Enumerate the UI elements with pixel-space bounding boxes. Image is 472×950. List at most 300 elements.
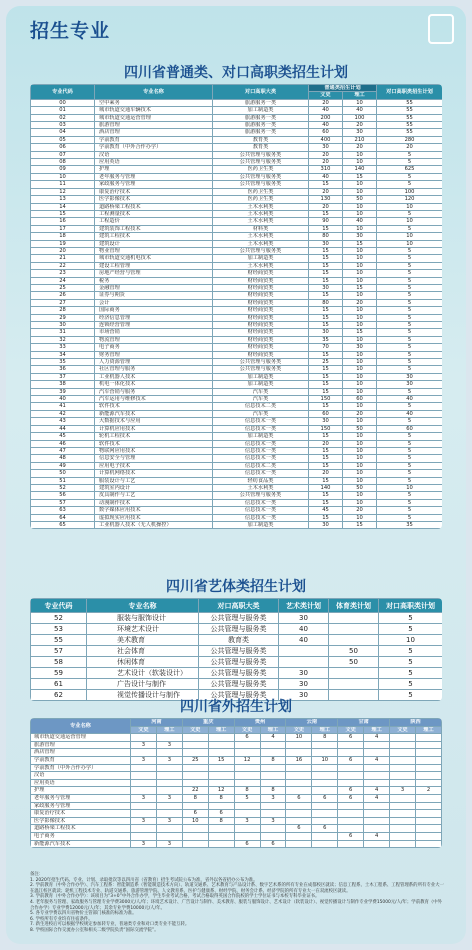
cell-count: 15 (208, 756, 234, 764)
cell-duikou: 55 (377, 122, 442, 129)
cell-name: 建筑室内设计 (95, 484, 213, 491)
table-row (31, 396, 443, 403)
cell-category: 土木水利类 (213, 218, 309, 225)
cell-name: 视觉传播设计与制作 (87, 690, 199, 701)
note-line: 6. 学校所有专业均有住宿条件。 (30, 916, 93, 922)
cell-count (415, 741, 441, 749)
table-row (31, 440, 443, 447)
table-row (31, 99, 443, 106)
out-col-province: 重庆 (182, 719, 234, 727)
cell-count: 10 (286, 734, 312, 742)
cell-count: 6 (234, 840, 260, 848)
cell-category: 信息技术一类 (213, 447, 309, 454)
out-col-wen: 文史 (234, 726, 260, 734)
cell-code: 45 (31, 433, 95, 440)
cell-name: 工程测量技术 (95, 210, 213, 217)
cell-li: 10 (343, 440, 377, 447)
cell-count (131, 749, 157, 757)
cell-wen: 25 (309, 359, 343, 366)
table-row (31, 756, 442, 764)
cell-code: 13 (31, 196, 95, 203)
table-row (31, 225, 443, 232)
cell-category: 土木水利类 (213, 210, 309, 217)
cell-li: 15 (343, 284, 377, 291)
page-title: 招生专业 (30, 20, 111, 42)
cell-count: 12 (234, 756, 260, 764)
cell-wen: 60 (309, 410, 343, 417)
cell-category: 旅游服务一类 (213, 114, 309, 121)
cell-major: 家政服务与管理 (31, 802, 131, 810)
cell-count: 25 (182, 756, 208, 764)
cell-count: 6 (208, 810, 234, 818)
table-row (31, 107, 443, 114)
table-row (31, 840, 442, 848)
cell-li: 10 (343, 470, 377, 477)
cell-name: 家政服务与管理 (95, 181, 213, 188)
cell-count (338, 825, 364, 833)
cell-code: 36 (31, 366, 95, 373)
cell-li: 10 (343, 403, 377, 410)
cell-name: 经济信息管理 (95, 314, 213, 321)
out-col-li: 理工 (415, 726, 441, 734)
cell-art (279, 657, 329, 668)
cell-count (390, 825, 416, 833)
cell-category: 信息技术一类 (213, 514, 309, 521)
cell-li: 10 (343, 270, 377, 277)
cell-wen: 400 (309, 136, 343, 143)
cell-duikou: 5 (377, 151, 442, 158)
cell-category: 公共管理与服务类 (213, 173, 309, 180)
cell-code: 24 (31, 277, 95, 284)
out-col-wen: 文史 (286, 726, 312, 734)
cell-name: 会计 (95, 299, 213, 306)
cell-count (156, 749, 182, 757)
cell-name: 轮机工程技术 (95, 433, 213, 440)
cell-count: 3 (260, 794, 286, 802)
table-row (31, 210, 443, 217)
cell-count (156, 832, 182, 840)
cell-duikou: 5 (377, 477, 442, 484)
table-row (31, 373, 443, 380)
cell-duikou: 10 (379, 635, 443, 646)
table-row (31, 734, 442, 742)
cell-category: 加工制造类 (213, 255, 309, 262)
table-row (31, 403, 443, 410)
cell-li: 10 (343, 373, 377, 380)
cell-major: 酒店管理 (31, 749, 131, 757)
cell-duikou: 55 (377, 129, 442, 136)
cell-duikou: 5 (377, 359, 442, 366)
cell-duikou: 5 (377, 314, 442, 321)
cell-wen: 70 (309, 344, 343, 351)
cell-count (286, 817, 312, 825)
cell-code: 17 (31, 225, 95, 232)
cell-count (364, 802, 390, 810)
col-category: 对口高职大类 (213, 85, 309, 100)
cell-wen: 15 (309, 255, 343, 262)
cell-count (312, 832, 338, 840)
cell-duikou: 55 (377, 99, 442, 106)
cell-sport (329, 679, 379, 690)
notes-label: 备注： (30, 872, 44, 877)
cell-category: 旅游服务一类 (213, 122, 309, 129)
cell-li: 15 (343, 173, 377, 180)
art-col-name: 专业名称 (87, 599, 199, 613)
cell-count (390, 817, 416, 825)
cell-li: 10 (343, 159, 377, 166)
cell-count: 3 (156, 817, 182, 825)
cell-duikou: 55 (377, 107, 442, 114)
cell-sport (329, 613, 379, 624)
cell-count (312, 741, 338, 749)
table-row (31, 749, 442, 757)
cell-duikou: 5 (377, 455, 442, 462)
note-line: 3. 学前教育（中外合作办学）：该项目为“3+0”中外合作办学，学生毕业考试合格，考试合格取得英国合作院校的学士学位证书与本校专科毕业证书。 (30, 894, 320, 900)
cell-count (415, 802, 441, 810)
cell-code: 27 (31, 299, 95, 306)
cell-duikou: 5 (379, 657, 443, 668)
table-row (31, 329, 443, 336)
table-row (31, 679, 443, 690)
art-col-sport: 体育类计划 (329, 599, 379, 613)
cell-count (286, 840, 312, 848)
cell-wen: 15 (309, 514, 343, 521)
cell-li: 10 (343, 151, 377, 158)
table-row (31, 646, 443, 657)
cell-count (390, 832, 416, 840)
cell-count (260, 749, 286, 757)
out-col-wen: 文史 (338, 726, 364, 734)
table-row (31, 817, 442, 825)
cell-name: 休闲体育 (87, 657, 199, 668)
cell-li: 10 (343, 359, 377, 366)
cell-count (415, 734, 441, 742)
cell-name: 税务 (95, 277, 213, 284)
cell-count (182, 832, 208, 840)
cell-count (364, 840, 390, 848)
table-row (31, 307, 443, 314)
cell-category: 教育类 (199, 635, 279, 646)
cell-count (260, 810, 286, 818)
cell-category: 加工制造类 (213, 433, 309, 440)
cell-li: 10 (343, 492, 377, 499)
cell-count (208, 764, 234, 772)
cell-count (260, 802, 286, 810)
cell-category: 材料类 (213, 225, 309, 232)
cell-count (312, 810, 338, 818)
cell-category: 汽车类 (213, 396, 309, 403)
cell-duikou: 5 (377, 299, 442, 306)
cell-art: 30 (279, 679, 329, 690)
cell-duikou: 10 (377, 484, 442, 491)
cell-code: 15 (31, 210, 95, 217)
cell-duikou: 5 (377, 470, 442, 477)
cell-count: 8 (260, 787, 286, 795)
cell-count: 3 (156, 840, 182, 848)
cell-count (338, 749, 364, 757)
cell-wen: 80 (309, 233, 343, 240)
cell-count (260, 832, 286, 840)
table-row (31, 410, 443, 417)
cell-wen: 15 (309, 292, 343, 299)
cell-code: 30 (31, 322, 95, 329)
cell-code: 29 (31, 314, 95, 321)
cell-category: 公共管理与服务类 (199, 690, 279, 701)
cell-name: 软件技术 (95, 440, 213, 447)
cell-wen: 15 (309, 499, 343, 506)
cell-category: 信息技术一类 (213, 499, 309, 506)
cell-li: 15 (343, 329, 377, 336)
cell-count (415, 794, 441, 802)
cell-count (312, 764, 338, 772)
cell-category: 财经商贸类 (213, 299, 309, 306)
out-col-province: 河南 (131, 719, 183, 727)
table-row (31, 470, 443, 477)
cell-count: 8 (312, 734, 338, 742)
cell-li: 10 (343, 351, 377, 358)
cell-count (131, 772, 157, 780)
table-row (31, 166, 443, 173)
cell-count (415, 817, 441, 825)
cell-li: 30 (343, 344, 377, 351)
cell-li: 10 (343, 477, 377, 484)
table-row (31, 173, 443, 180)
cell-duikou: 5 (377, 336, 442, 343)
cell-code: 64 (31, 514, 95, 521)
cell-code: 52 (31, 613, 87, 624)
cell-count: 6 (312, 825, 338, 833)
cell-count: 3 (131, 840, 157, 848)
art-plan-table (30, 598, 442, 701)
out-col-province: 甘肃 (338, 719, 390, 727)
cell-category: 信息技术一类 (213, 425, 309, 432)
cell-li: 10 (343, 462, 377, 469)
cell-count (131, 802, 157, 810)
table-row (31, 521, 443, 528)
cell-category: 公共管理与服务类 (199, 624, 279, 635)
out-col-province: 云南 (286, 719, 338, 727)
cell-wen: 15 (309, 447, 343, 454)
cell-li: 20 (343, 507, 377, 514)
cell-name: 学前教育 (95, 136, 213, 143)
cell-duikou: 5 (377, 507, 442, 514)
table-row (31, 425, 443, 432)
cell-count: 8 (208, 817, 234, 825)
cell-wen: 20 (309, 203, 343, 210)
cell-duikou: 5 (377, 277, 442, 284)
cell-count (208, 825, 234, 833)
cell-count (390, 749, 416, 757)
cell-duikou: 10 (377, 233, 442, 240)
cell-count (182, 840, 208, 848)
cell-category: 财经商贸类 (213, 307, 309, 314)
cell-count (390, 840, 416, 848)
cell-code: 07 (31, 151, 95, 158)
cell-category: 财经商贸类 (213, 344, 309, 351)
cell-wen: 30 (309, 521, 343, 528)
cell-code: 57 (31, 499, 95, 506)
cell-name: 酒店管理 (95, 129, 213, 136)
cell-code: 44 (31, 425, 95, 432)
cell-count: 6 (234, 734, 260, 742)
cell-wen: 30 (309, 418, 343, 425)
cell-code: 57 (31, 646, 87, 657)
table-row (31, 336, 443, 343)
cell-duikou: 5 (379, 624, 443, 635)
general-plan-table (30, 84, 442, 529)
cell-count (338, 802, 364, 810)
cell-wen: 15 (309, 351, 343, 358)
cell-code: 04 (31, 129, 95, 136)
table-row (31, 484, 443, 491)
cell-count (312, 749, 338, 757)
cell-count (286, 779, 312, 787)
cell-name: 市场营销 (95, 329, 213, 336)
cell-duikou: 5 (377, 492, 442, 499)
cell-duikou: 40 (377, 410, 442, 417)
cell-count: 22 (182, 787, 208, 795)
cell-wen: 40 (309, 107, 343, 114)
cell-code: 18 (31, 233, 95, 240)
table-row (31, 613, 443, 624)
table-row (31, 802, 442, 810)
cell-category: 财经商贸类 (213, 277, 309, 284)
cell-name: 虚拟现实应用技术 (95, 514, 213, 521)
cell-wen: 30 (309, 240, 343, 247)
cell-count (234, 749, 260, 757)
art-col-art: 艺术类计划 (279, 599, 329, 613)
cell-category: 汽车类 (213, 388, 309, 395)
school-logo-icon (428, 14, 454, 44)
cell-duikou: 5 (377, 329, 442, 336)
cell-count: 3 (234, 817, 260, 825)
cell-code: 06 (31, 144, 95, 151)
cell-major: 道路桥梁工程技术 (31, 825, 131, 833)
cell-count (312, 787, 338, 795)
cell-category: 财经商贸类 (213, 270, 309, 277)
cell-category: 旅游服务一类 (213, 129, 309, 136)
table-row (31, 832, 442, 840)
cell-name: 软件技术 (95, 403, 213, 410)
cell-duikou: 5 (377, 225, 442, 232)
cell-count (390, 779, 416, 787)
cell-code: 65 (31, 521, 95, 528)
cell-count (312, 840, 338, 848)
cell-category: 信息技术一类 (213, 418, 309, 425)
cell-wen: 20 (309, 440, 343, 447)
cell-category: 公共管理与服务类 (213, 159, 309, 166)
out-col-li: 理工 (260, 726, 286, 734)
table-row (31, 181, 443, 188)
table-row (31, 203, 443, 210)
cell-code: 50 (31, 470, 95, 477)
cell-major: 电子商务 (31, 832, 131, 840)
cell-name: 学前教育（中外合作办学） (95, 144, 213, 151)
cell-duikou: 5 (377, 433, 442, 440)
cell-name: 皮具制作与工艺 (95, 492, 213, 499)
cell-count (415, 772, 441, 780)
cell-name: 人力资源管理 (95, 359, 213, 366)
cell-code: 34 (31, 351, 95, 358)
cell-code: 19 (31, 240, 95, 247)
table-row (31, 514, 443, 521)
cell-duikou: 10 (377, 218, 442, 225)
cell-count (156, 764, 182, 772)
cell-duikou: 10 (377, 240, 442, 247)
table-row (31, 359, 443, 366)
cell-art: 30 (279, 613, 329, 624)
cell-count (390, 794, 416, 802)
cell-code: 47 (31, 447, 95, 454)
cell-count (415, 779, 441, 787)
outside-plan-table (30, 718, 442, 848)
table-row (31, 447, 443, 454)
table-row (31, 344, 443, 351)
table-row (31, 151, 443, 158)
cell-name: 建筑工程技术 (95, 233, 213, 240)
cell-count: 12 (208, 787, 234, 795)
cell-count: 3 (131, 756, 157, 764)
cell-wen: 20 (309, 188, 343, 195)
cell-count (390, 810, 416, 818)
cell-li: 10 (343, 514, 377, 521)
cell-count: 6 (338, 794, 364, 802)
cell-code: 22 (31, 262, 95, 269)
cell-count (208, 741, 234, 749)
note-line: 1. 2020年招生代码、专业、计划、录取批次等以四川省（省教育）招生考试院公布为准，省外以各省招办公布为准。 (30, 877, 258, 883)
cell-name: 环境艺术设计 (87, 624, 199, 635)
cell-li: 10 (343, 99, 377, 106)
cell-li: 10 (343, 181, 377, 188)
cell-duikou: 5 (377, 388, 442, 395)
cell-art: 30 (279, 690, 329, 701)
cell-code: 08 (31, 159, 95, 166)
cell-code: 09 (31, 166, 95, 173)
cell-duikou: 625 (377, 166, 442, 173)
cell-wen: 150 (309, 396, 343, 403)
cell-major: 旅游管理 (31, 741, 131, 749)
cell-duikou: 60 (377, 425, 442, 432)
table-row (31, 114, 443, 121)
cell-duikou: 55 (377, 114, 442, 121)
cell-code: 46 (31, 440, 95, 447)
table-row (31, 240, 443, 247)
cell-count (364, 741, 390, 749)
table-row (31, 277, 443, 284)
table-row (31, 188, 443, 195)
cell-wen: 30 (309, 329, 343, 336)
table-row (31, 196, 443, 203)
cell-count (234, 825, 260, 833)
table-row (31, 159, 443, 166)
cell-major: 老年服务与管理 (31, 794, 131, 802)
cell-category: 公共管理与服务类 (213, 359, 309, 366)
cell-duikou: 5 (379, 646, 443, 657)
table-row (31, 388, 443, 395)
cell-wen: 15 (309, 225, 343, 232)
cell-category: 旅游服务一类 (213, 99, 309, 106)
cell-wen: 30 (309, 144, 343, 151)
cell-wen: 40 (309, 173, 343, 180)
cell-count: 6 (286, 825, 312, 833)
cell-wen: 45 (309, 507, 343, 514)
note-line: 8. 学校国际合作交流办公室和相关二级学院负责“国际交流学院”。 (30, 927, 159, 933)
cell-li: 10 (343, 322, 377, 329)
out-col-wen: 文史 (131, 726, 157, 734)
cell-major: 新能源汽车技术 (31, 840, 131, 848)
cell-code: 61 (31, 679, 87, 690)
table-row (31, 129, 443, 136)
